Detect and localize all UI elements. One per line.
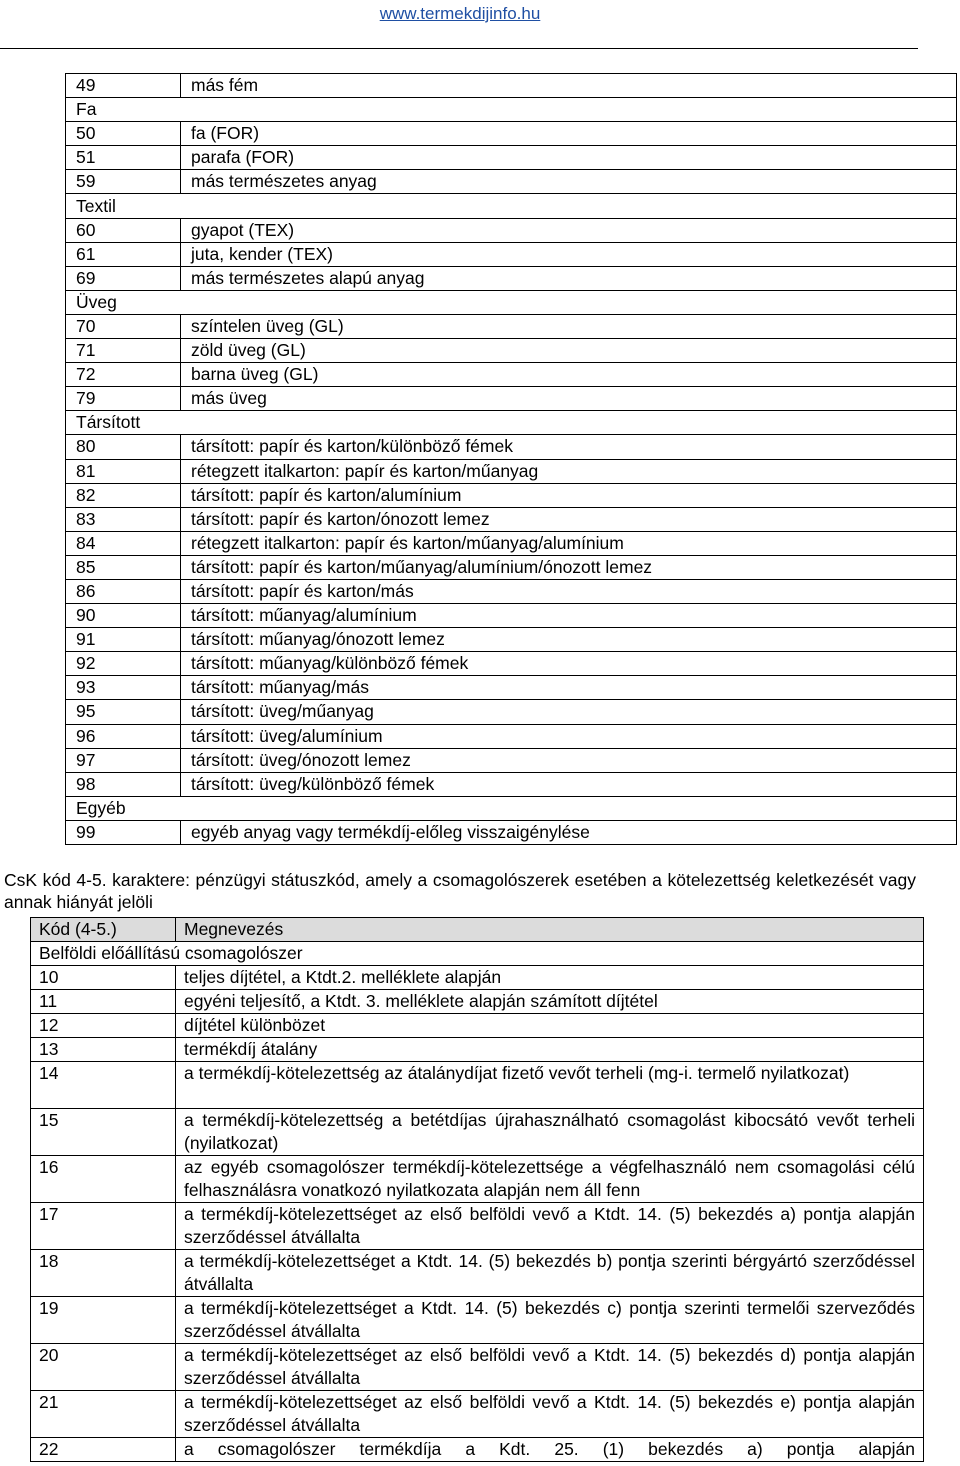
material-name-cell: társított: műanyag/különböző fémek xyxy=(181,652,957,676)
status-code-cell: 11 xyxy=(31,990,176,1014)
material-code-cell: 80 xyxy=(66,435,181,459)
material-name-cell: parafa (FOR) xyxy=(181,146,957,170)
material-code-cell: 60 xyxy=(66,218,181,242)
material-row xyxy=(66,772,957,796)
material-name-cell: más természetes anyag xyxy=(181,170,957,194)
status-description-cell: az egyéb csomagolószer termékdíj-kötelezettsége a végfelhasználó nem csomagolási célú felhasználásra vonatkozó nyilatkozata alapján nem áll fenn xyxy=(176,1156,924,1203)
material-name-cell: társított: üveg/műanyag xyxy=(181,700,957,724)
material-row xyxy=(66,507,957,531)
category-group-title: Fa xyxy=(66,98,181,122)
material-name-cell: társított: üveg/ónozott lemez xyxy=(181,748,957,772)
material-code-cell: 98 xyxy=(66,772,181,796)
status-code-cell: 18 xyxy=(31,1250,176,1297)
material-row xyxy=(66,314,957,338)
material-name-cell: barna üveg (GL) xyxy=(181,363,957,387)
material-name-cell: gyapot (TEX) xyxy=(181,218,957,242)
status-code-row xyxy=(31,1203,924,1250)
status-description-cell: a termékdíj-kötelezettség az átalánydíjat fizető vevőt terheli (mg-i. termelő nyilatkozat) xyxy=(176,1062,924,1109)
material-code-cell: 81 xyxy=(66,459,181,483)
material-code-cell: 70 xyxy=(66,314,181,338)
empty-cell xyxy=(181,98,957,122)
status-description-cell: a termékdíj-kötelezettséget a Ktdt. 14. (5) bekezdés b) pontja szerinti bérgyártó szerződéssel átvállalta xyxy=(176,1250,924,1297)
material-code-cell: 83 xyxy=(66,507,181,531)
material-row xyxy=(66,748,957,772)
material-code-cell: 72 xyxy=(66,363,181,387)
material-row xyxy=(66,555,957,579)
status-code-row xyxy=(31,1391,924,1438)
status-code-row xyxy=(31,1038,924,1062)
status-description-cell: termékdíj átalány xyxy=(176,1038,924,1062)
status-description-cell: a csomagolószer termékdíja a Kdt. 25. (1) bekezdés a) pontja alapján xyxy=(176,1438,924,1462)
material-code-cell: 99 xyxy=(66,820,181,844)
status-description-cell: teljes díjtétel, a Ktdt.2. melléklete alapján xyxy=(176,966,924,990)
material-row xyxy=(66,74,957,98)
status-code-row xyxy=(31,1344,924,1391)
status-code-row xyxy=(31,1014,924,1038)
material-row xyxy=(66,170,957,194)
material-code-cell: 71 xyxy=(66,339,181,363)
status-code-cell: 12 xyxy=(31,1014,176,1038)
material-row xyxy=(66,387,957,411)
material-code-cell: 93 xyxy=(66,676,181,700)
status-code-cell: 22 xyxy=(31,1438,176,1462)
material-name-cell: társított: papír és karton/alumínium xyxy=(181,483,957,507)
status-code-paragraph: CsK kód 4-5. karaktere: pénzügyi státuszkód, amely a csomagolószerek esetében a kötelezettség keletkezését vagy annak hiányát jelöli xyxy=(4,870,916,912)
status-code-row xyxy=(31,1062,924,1109)
status-description-cell: a termékdíj-kötelezettséget az első belföldi vevő a Ktdt. 14. (5) bekezdés d) pontja alapján szerződéssel átvállalta xyxy=(176,1344,924,1391)
empty-cell xyxy=(181,796,957,820)
status-description-cell: a termékdíj-kötelezettséget az első belföldi vevő a Ktdt. 14. (5) bekezdés e) pontja alapján szerződéssel átvállalta xyxy=(176,1391,924,1438)
status-description-cell: díjtétel különbözet xyxy=(176,1014,924,1038)
material-code-cell: 97 xyxy=(66,748,181,772)
status-code-row xyxy=(31,1250,924,1297)
category-group-row xyxy=(66,411,957,435)
material-row xyxy=(66,122,957,146)
status-code-cell: 19 xyxy=(31,1297,176,1344)
material-name-cell: egyéb anyag vagy termékdíj-előleg visszaigénylése xyxy=(181,820,957,844)
material-code-cell: 84 xyxy=(66,531,181,555)
material-code-cell: 49 xyxy=(66,74,181,98)
material-name-cell: más természetes alapú anyag xyxy=(181,266,957,290)
material-row xyxy=(66,700,957,724)
material-row xyxy=(66,579,957,603)
material-name-cell: társított: papír és karton/más xyxy=(181,579,957,603)
status-code-cell: 20 xyxy=(31,1344,176,1391)
status-code-row xyxy=(31,966,924,990)
status-code-row xyxy=(31,1297,924,1344)
material-code-cell: 82 xyxy=(66,483,181,507)
material-name-cell: társított: műanyag/ónozott lemez xyxy=(181,628,957,652)
category-group-title: Egyéb xyxy=(66,796,181,820)
material-row xyxy=(66,820,957,844)
site-link[interactable]: www.termekdijinfo.hu xyxy=(379,4,541,23)
material-row xyxy=(66,604,957,628)
status-code-cell: 14 xyxy=(31,1062,176,1109)
material-row xyxy=(66,218,957,242)
status-code-row xyxy=(31,1109,924,1156)
material-name-cell: társított: műanyag/más xyxy=(181,676,957,700)
status-code-row xyxy=(31,1438,924,1462)
material-name-cell: rétegzett italkarton: papír és karton/műanyag xyxy=(181,459,957,483)
material-name-cell: társított: papír és karton/műanyag/alumínium/ónozott lemez xyxy=(181,555,957,579)
material-name-cell: zöld üveg (GL) xyxy=(181,339,957,363)
material-row xyxy=(66,146,957,170)
status-code-cell: 15 xyxy=(31,1109,176,1156)
status-table-group-row xyxy=(31,942,924,966)
status-description-cell: a termékdíj-kötelezettséget az első belföldi vevő a Ktdt. 14. (5) bekezdés a) pontja alapján szerződéssel átvállalta xyxy=(176,1203,924,1250)
material-row xyxy=(66,724,957,748)
status-table-header-row xyxy=(31,918,924,942)
status-code-row xyxy=(31,990,924,1014)
material-name-cell: társított: műanyag/alumínium xyxy=(181,604,957,628)
status-code-cell: 21 xyxy=(31,1391,176,1438)
material-row xyxy=(66,483,957,507)
material-code-table-body xyxy=(66,74,957,845)
empty-cell xyxy=(181,194,957,218)
material-row xyxy=(66,676,957,700)
material-code-cell: 79 xyxy=(66,387,181,411)
material-row xyxy=(66,339,957,363)
material-code-cell: 61 xyxy=(66,242,181,266)
status-code-table xyxy=(30,917,924,1462)
status-code-cell: 13 xyxy=(31,1038,176,1062)
material-name-cell: más üveg xyxy=(181,387,957,411)
category-group-title: Textil xyxy=(66,194,181,218)
category-group-title: Társított xyxy=(66,411,181,435)
empty-cell xyxy=(181,411,957,435)
status-description-cell: a termékdíj-kötelezettséget a Ktdt. 14. (5) bekezdés c) pontja szerinti termelői szerveződés szerződéssel átvállalta xyxy=(176,1297,924,1344)
material-code-cell: 51 xyxy=(66,146,181,170)
material-code-cell: 85 xyxy=(66,555,181,579)
material-name-cell: társított: papír és karton/ónozott lemez xyxy=(181,507,957,531)
material-row xyxy=(66,266,957,290)
material-code-cell: 90 xyxy=(66,604,181,628)
material-row xyxy=(66,531,957,555)
material-row xyxy=(66,363,957,387)
material-name-cell: színtelen üveg (GL) xyxy=(181,314,957,338)
material-code-cell: 96 xyxy=(66,724,181,748)
category-group-row xyxy=(66,98,957,122)
header-code-cell: Kód (4-5.) xyxy=(31,918,176,942)
material-code-cell: 91 xyxy=(66,628,181,652)
material-row xyxy=(66,628,957,652)
category-group-title: Üveg xyxy=(66,290,181,314)
status-description-cell: a termékdíj-kötelezettség a betétdíjas újrahasználható csomagolást kibocsátó vevőt terheli (nyilatkozat) xyxy=(176,1109,924,1156)
material-name-cell: más fém xyxy=(181,74,957,98)
material-name-cell: juta, kender (TEX) xyxy=(181,242,957,266)
status-code-table-body xyxy=(31,918,924,1462)
group-title-cell: Belföldi előállítású csomagolószer xyxy=(31,942,924,966)
material-code-cell: 69 xyxy=(66,266,181,290)
empty-cell xyxy=(181,290,957,314)
status-code-cell: 10 xyxy=(31,966,176,990)
material-row xyxy=(66,652,957,676)
material-row xyxy=(66,459,957,483)
status-description-cell: egyéni teljesítő, a Ktdt. 3. melléklete alapján számított díjtétel xyxy=(176,990,924,1014)
category-group-row xyxy=(66,290,957,314)
material-row xyxy=(66,242,957,266)
status-code-row xyxy=(31,1156,924,1203)
material-name-cell: társított: üveg/különböző fémek xyxy=(181,772,957,796)
header-rule xyxy=(0,48,918,49)
material-code-cell: 92 xyxy=(66,652,181,676)
material-code-cell: 59 xyxy=(66,170,181,194)
category-group-row xyxy=(66,194,957,218)
material-code-table xyxy=(65,73,957,845)
category-group-row xyxy=(66,796,957,820)
material-code-cell: 86 xyxy=(66,579,181,603)
status-code-cell: 17 xyxy=(31,1203,176,1250)
material-name-cell: társított: üveg/alumínium xyxy=(181,724,957,748)
header-name-cell: Megnevezés xyxy=(176,918,924,942)
material-name-cell: rétegzett italkarton: papír és karton/műanyag/alumínium xyxy=(181,531,957,555)
status-code-cell: 16 xyxy=(31,1156,176,1203)
material-code-cell: 50 xyxy=(66,122,181,146)
material-name-cell: fa (FOR) xyxy=(181,122,957,146)
material-name-cell: társított: papír és karton/különböző fémek xyxy=(181,435,957,459)
material-code-cell: 95 xyxy=(66,700,181,724)
material-row xyxy=(66,435,957,459)
